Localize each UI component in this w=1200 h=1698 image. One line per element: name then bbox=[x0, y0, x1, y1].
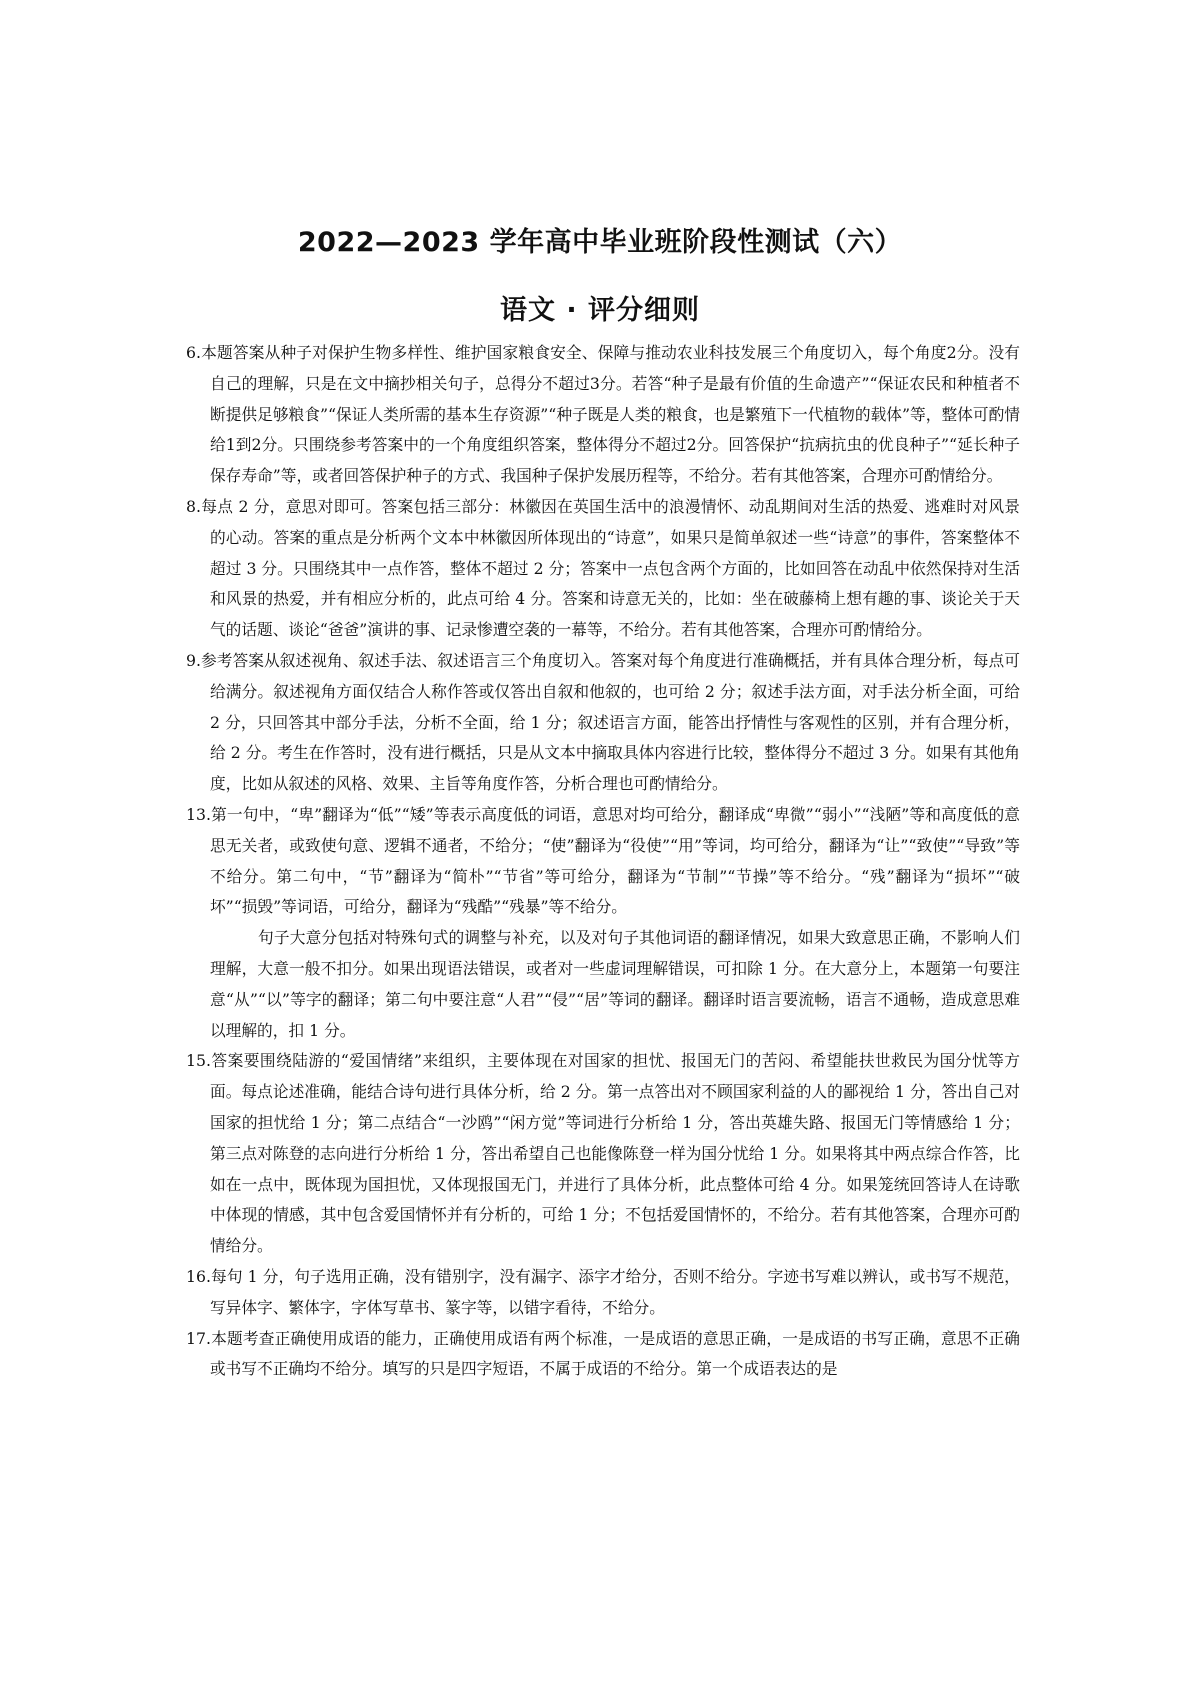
item-number: 9. bbox=[186, 650, 201, 670]
rule-item-15 bbox=[186, 1046, 1020, 1262]
item-text: 每句 1 分，句子选用正确，没有错别字，没有漏字、添字才给分，否则不给分。字迹书写难以辨认，或书写不规范，写异体字、繁体字，字体写草书、篆字等，以错字看待，不给分。 bbox=[210, 1266, 1020, 1317]
rule-item-6 bbox=[186, 338, 1020, 492]
item-number: 8. bbox=[186, 496, 201, 516]
item-text: 本题考查正确使用成语的能力，正确使用成语有两个标准，一是成语的意思正确，一是成语的书写正确，意思不正确或书写不正确均不给分。填写的只是四字短语，不属于成语的不给分。第一个成语表达的是 bbox=[210, 1328, 1020, 1379]
document-title: 2022—2023 学年高中毕业班阶段性测试（六） bbox=[297, 227, 903, 258]
rule-item-13 bbox=[186, 800, 1020, 923]
item-text: 本题答案从种子对保护生物多样性、维护国家粮食安全、保障与推动农业科技发展三个角度切入，每个角度2分。没有自己的理解，只是在文中摘抄相关句子，总得分不超过3分。若答“种子是最有价值的生命遗产”“保证农民和种植者不断提供足够粮食”“保证人类所需的基本生存资源”“种子既是人类的粮食，也是繁殖下一代植物的载体”等，整体可酌情给1到2分。只围绕参考答案中的一个角度组织答案，整体得分不超过2分。回答保护“抗病抗虫的优良种子”“延长种子保存寿命”等，或者回答保护种子的方式、我国种子保护发展历程等，不给分。若有其他答案，合理亦可酌情给分。 bbox=[200, 343, 1020, 486]
item-text: 第一句中，“卑”翻译为“低”“矮”等表示高度低的词语，意思对均可给分，翻译成“卑微”“弱小”“浅陋”等和高度低的意思无关者，或致使句意、逻辑不通者，不给分；“使”翻译为“役使”“用”等词，均可给分，翻译为“让”“致使”“导致”等不给分。第二句中，“节”翻译为“简朴”“节省”等可给分，翻译为“节制”“节操”等不给分。“残”翻译为“损坏”“破坏”“损毁”等词语，可给分，翻译为“残酷”“残暴”等不给分。 bbox=[210, 804, 1020, 917]
item-text: 答案要围绕陆游的“爱国情绪”来组织，主要体现在对国家的担忧、报国无门的苦闷、希望能扶世救民为国分忧等方面。每点论述准确，能结合诗句进行具体分析，给 2 分。第一点答出对不顾国家利益的人的鄙视给 1 分，答出自己对国家的担忧给 1 分；第二点结合“一沙鸥”“闲方觉”等词进行分析给 1 分，答出英雄失路、报国无门等情感给 1 分；第三点对陈登的志向进行分析给 1 分，答出希望自己也能像陈登一样为国分忧给 1 分。如果将其中两点综合作答，比如在一点中，既体现为国担忧，又体现报国无门，并进行了具体分析，此点整体可给 4 分。如果笼统回答诗人在诗歌中体现的情感，其中包含爱国情怀并有分析的，可给 1 分；不包括爱国情怀的，不给分。若有其他答案，合理亦可酌情给分。 bbox=[210, 1051, 1020, 1256]
item-number: 16. bbox=[186, 1266, 211, 1286]
document-subtitle: 语文 · 评分细则 bbox=[499, 295, 701, 326]
item-number: 13. bbox=[186, 804, 211, 824]
rule-item-8 bbox=[186, 492, 1020, 646]
rule-item-9 bbox=[186, 646, 1020, 800]
scoring-rules-body bbox=[186, 338, 1020, 1385]
item-text: 每点 2 分，意思对即可。答案包括三部分：林徽因在英国生活中的浪漫情怀、动乱期间对生活的热爱、逃难时对风景的心动。答案的重点是分析两个文本中林徽因所体现出的“诗意”，如果只是简单叙述一些“诗意”的事件，答案整体不超过 3 分。只围绕其中一点作答，整体不超过 2 分；答案中一点包含两个方面的，比如回答在动乱中依然保持对生活和风景的热爱，并有相应分析的，此点可给 4 分。答案和诗意无关的，比如：坐在破藤椅上想有趣的事、谈论关于天气的话题、谈论“爸爸”演讲的事、记录惨遭空袭的一幕等，不给分。若有其他答案，合理亦可酌情给分。 bbox=[200, 496, 1020, 640]
rule-item-13-paragraph: 句子大意分包括对特殊句式的调整与补充，以及对句子其他词语的翻译情况，如果大致意思正确，不影响人们理解，大意一般不扣分。如果出现语法错误，或者对一些虚词理解错误，可扣除 1 分。在大意分上，本题第一句要注意“从”“以”等字的翻译；第二句中要注意“人君”“侵”“居”等词的翻译。翻译时语言要流畅，语言不通畅，造成意思难以理解的，扣 1 分。 bbox=[210, 928, 1020, 1040]
item-number: 15. bbox=[186, 1051, 211, 1071]
rule-item-16 bbox=[186, 1262, 1020, 1324]
item-number: 6. bbox=[186, 343, 201, 362]
item-text: 参考答案从叙述视角、叙述手法、叙述语言三个角度切入。答案对每个角度进行准确概括，并有具体合理分析，每点可给满分。叙述视角方面仅结合人称作答或仅答出自叙和他叙的，也可给 2 分；叙述手法方面，对手法分析全面，可给 2 分，只回答其中部分手法，分析不全面，给 1 分；叙述语言方面，能答出抒情性与客观性的区别，并有合理分析，给 2 分。考生在作答时，没有进行概括，只是从文本中摘取具体内容进行比较，整体得分不超过 3 分。如果有其他角度，比如从叙述的风格、效果、主旨等角度作答，分析合理也可酌情给分。 bbox=[200, 650, 1020, 794]
item-number: 17. bbox=[186, 1328, 211, 1348]
rule-item-17 bbox=[186, 1324, 1020, 1386]
